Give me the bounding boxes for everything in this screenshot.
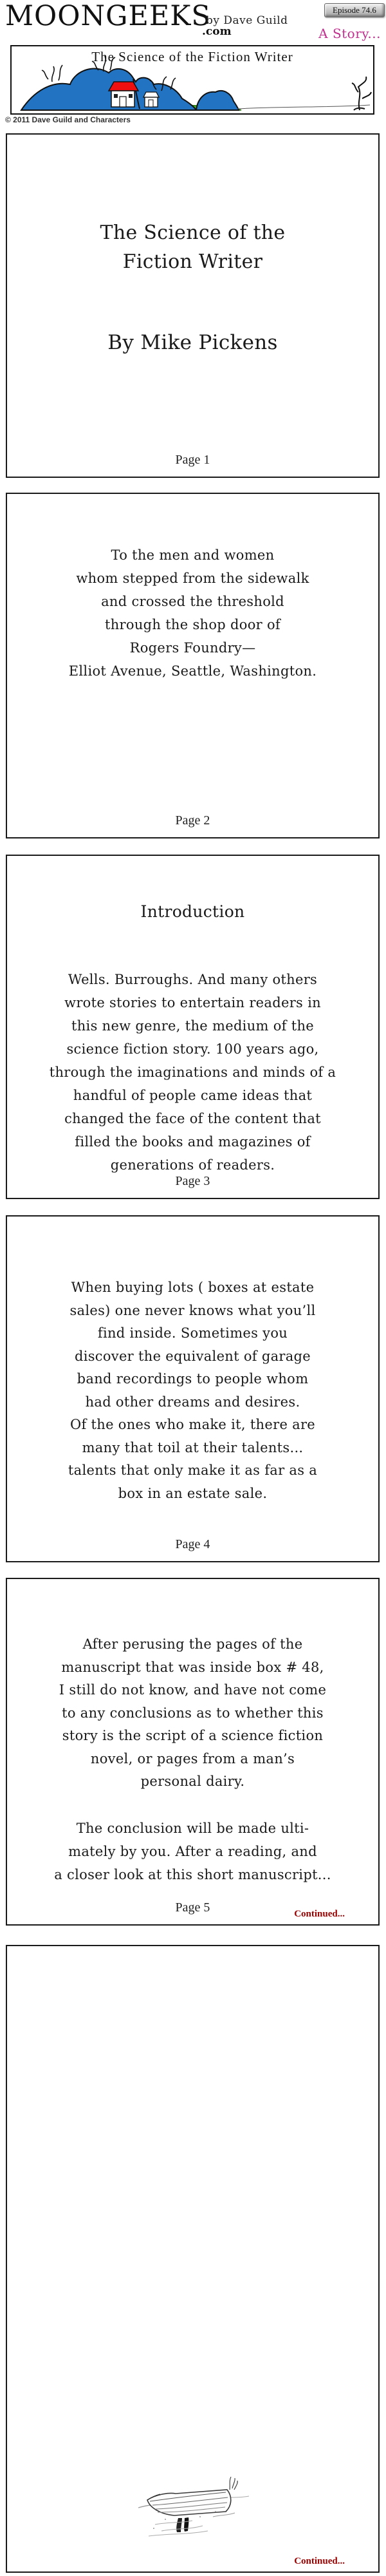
text-line: through the imaginations and minds of a: [49, 1065, 336, 1080]
text-line: science fiction story. 100 years ago,: [66, 1041, 319, 1057]
text-line: discover the equivalent of garage: [74, 1348, 311, 1364]
text-line: After perusing the pages of the: [82, 1636, 303, 1652]
text-line: personal dairy.: [140, 1774, 245, 1789]
continued-label: Continued...: [294, 2556, 345, 2566]
story-byline: By Mike Pickens: [107, 331, 278, 354]
text-line: The conclusion will be made ulti-: [76, 1821, 309, 1836]
text-line: many that toil at their talents...: [82, 1439, 304, 1455]
text-line: handful of people came ideas that: [73, 1088, 313, 1103]
text-line: generations of readers.: [110, 1157, 275, 1173]
panel-page-2: [6, 493, 380, 838]
text-line: novel, or pages from a man’s: [90, 1750, 295, 1766]
manuscript-text-paragraph-2: [7, 1817, 378, 1886]
site-logo[interactable]: MOONGEEKS: [5, 0, 211, 32]
hillside-house-illustration-icon: [12, 53, 372, 113]
text-line: When buying lots ( boxes at estate: [71, 1280, 315, 1295]
text-line: mately by you. After a reading, and: [68, 1844, 317, 1859]
text-line: wrote stories to entertain readers in: [64, 995, 321, 1010]
text-line: sales) one never knows what you’ll: [69, 1302, 316, 1318]
panel-page-5: [6, 1578, 380, 1926]
text-line: manuscript that was inside box # 48,: [61, 1659, 324, 1675]
text-line: filled the books and magazines of: [75, 1134, 311, 1150]
copyright-notice: © 2011 Dave Guild and Characters: [5, 115, 131, 124]
dedication-text: [7, 544, 378, 683]
text-line: through the shop door of: [104, 617, 280, 632]
introduction-text: [7, 968, 378, 1177]
page-number-label: Page 4: [175, 1537, 210, 1551]
text-line: changed the face of the content that: [64, 1111, 321, 1126]
panel-final: [6, 1945, 380, 2573]
text-line: Wells. Burroughs. And many others: [68, 972, 318, 987]
section-heading: Introduction: [140, 902, 245, 921]
panel-page-4: [6, 1215, 380, 1562]
text-line: to any conclusions as to whether this: [62, 1705, 324, 1721]
beached-boat-sketch-icon: [136, 2474, 252, 2545]
page-number-label: Page 5: [175, 1900, 210, 1915]
text-line: find inside. Sometimes you: [97, 1325, 288, 1341]
logo-byline: by Dave Guild: [206, 14, 288, 27]
text-line: talents that only make it as far as a: [68, 1463, 318, 1478]
text-line: band recordings to people whom: [77, 1371, 309, 1387]
text-line: To the men and women: [111, 547, 275, 563]
page-number-label: Page 1: [175, 453, 210, 467]
story-title-line: Fiction Writer: [122, 251, 263, 273]
text-line: this new genre, the medium of the: [71, 1018, 314, 1034]
estate-sale-text: [7, 1276, 378, 1505]
text-line: and crossed the threshold: [101, 594, 284, 609]
continued-label: Continued...: [294, 1909, 345, 1919]
logo-domain-suffix: .com: [202, 25, 232, 38]
text-line: a closer look at this short manuscript...: [54, 1867, 331, 1882]
story-title-line: The Science of the: [100, 222, 286, 244]
text-line: Of the ones who make it, there are: [69, 1417, 316, 1432]
panel-page-3: [6, 855, 380, 1199]
panel-page-1: [6, 133, 380, 478]
episode-badge-button[interactable]: Episode 74.6: [324, 3, 385, 17]
comic-title-box: [10, 45, 374, 115]
text-line: had other dreams and desires.: [85, 1394, 300, 1410]
page-number-label: Page 3: [175, 1174, 210, 1188]
page-number-label: Page 2: [175, 813, 210, 828]
text-line: whom stepped from the sidewalk: [76, 571, 309, 586]
text-line: Rogers Foundry—: [129, 640, 256, 656]
text-line: box in an estate sale.: [118, 1485, 268, 1501]
story-title: [7, 218, 378, 276]
manuscript-text-paragraph-1: [7, 1633, 378, 1794]
story-category-label: A Story...: [318, 26, 381, 41]
text-line: story is the script of a science fiction: [62, 1728, 324, 1743]
text-line: I still do not know, and have not come: [59, 1682, 327, 1698]
text-line: Elliot Avenue, Seattle, Washington.: [68, 663, 317, 679]
comic-title: The Science of the Fiction Writer: [91, 49, 293, 64]
